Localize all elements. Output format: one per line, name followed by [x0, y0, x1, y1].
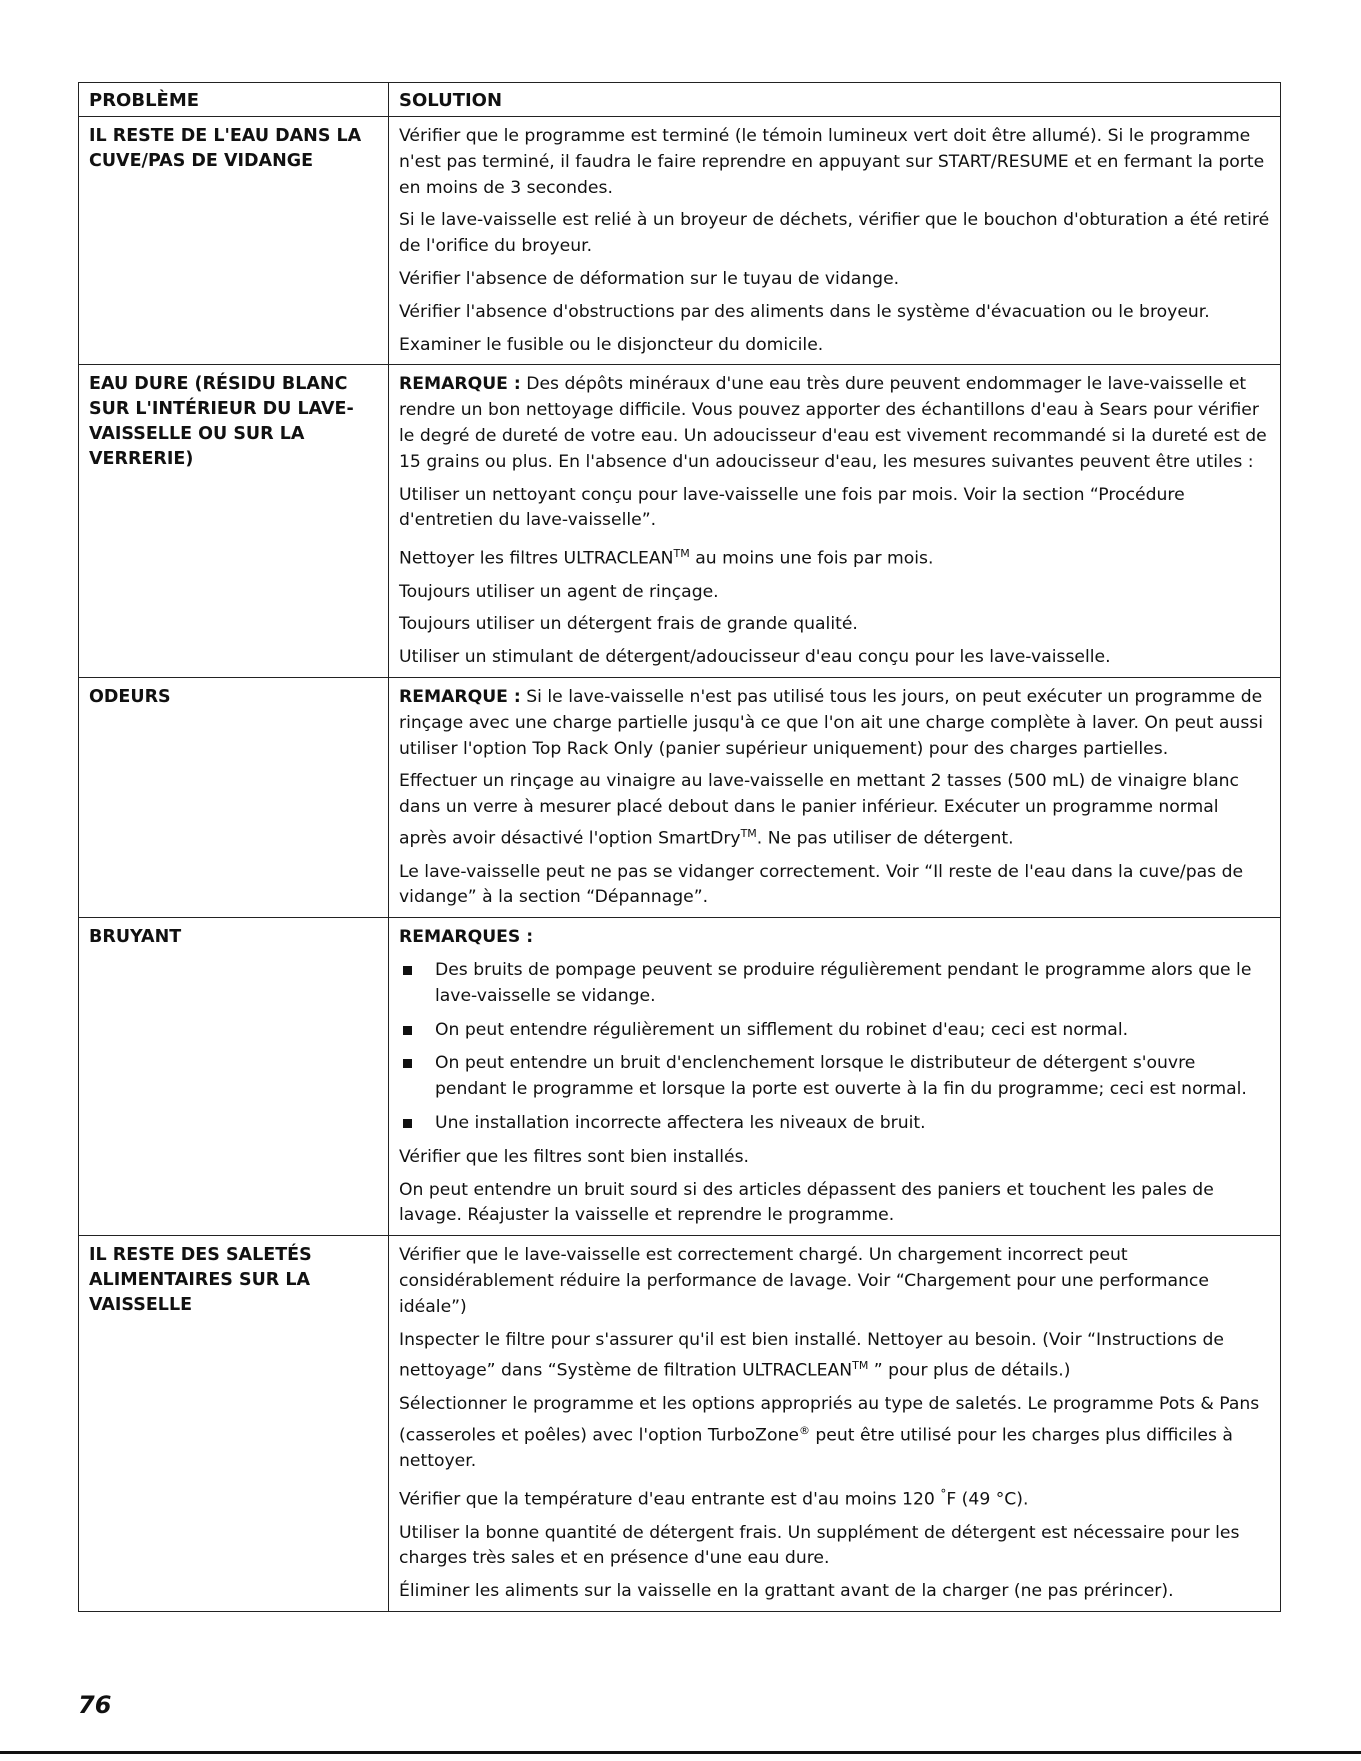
troubleshooting-table	[78, 82, 1281, 1612]
text-span: . Ne pas utiliser de détergent.	[756, 828, 1014, 849]
list-item	[399, 1051, 1270, 1103]
table-row	[79, 1236, 1281, 1612]
header-solution: SOLUTION	[389, 83, 1281, 117]
solution-paragraph: Vérifier que les filtres sont bien installés.	[399, 1146, 750, 1167]
text-span: Sélectionner le programme et les options appropriés au type de saletés. Le programme Pots & Pans (casseroles et poêles) avec l'option TurboZone	[399, 1393, 1260, 1446]
remark-paragraph	[399, 372, 1270, 475]
list-item	[399, 958, 1270, 1010]
bullet-square-icon	[403, 1026, 412, 1035]
solution-cell	[389, 678, 1281, 918]
trademark-mark: TM	[740, 827, 757, 841]
table-row	[79, 365, 1281, 678]
list-item-text: Des bruits de pompage peuvent se produire régulièrement pendant le programme alors que le lave-vaisselle se vidange.	[435, 959, 1252, 1006]
solution-paragraph: Le lave-vaisselle peut ne pas se vidanger correctement. Voir “Il reste de l'eau dans la cuve/pas de vidange” à la section “Dépannage”.	[399, 861, 1244, 908]
solution-paragraph: Utiliser un nettoyant conçu pour lave-vaisselle une fois par mois. Voir la section “Procédure d'entretien du lave-vaisselle”.	[399, 484, 1185, 531]
solution-paragraph: Vérifier que le lave-vaisselle est correctement chargé. Un chargement incorrect peut considérablement réduire la performance de lavage. Voir “Chargement pour une performance idéale”)	[399, 1245, 1209, 1317]
solution-paragraph	[399, 769, 1270, 852]
trademark-mark: TM	[673, 547, 690, 561]
bullet-square-icon	[403, 966, 412, 975]
table-row	[79, 678, 1281, 918]
remarks-list	[399, 958, 1270, 1137]
table-row	[79, 117, 1281, 365]
text-span: F (49 °C).	[946, 1489, 1029, 1510]
problem-cell: IL RESTE DE L'EAU DANS LA CUVE/PAS DE VIDANGE	[79, 117, 389, 365]
solution-cell	[389, 1236, 1281, 1612]
problem-cell: ODEURS	[79, 678, 389, 918]
solution-paragraph	[399, 1392, 1270, 1475]
solution-paragraph: On peut entendre un bruit sourd si des articles dépassent des paniers et touchent les pales de lavage. Réajuster la vaisselle et reprendre le programme.	[399, 1179, 1214, 1226]
solution-paragraph: Vérifier l'absence d'obstructions par des aliments dans le système d'évacuation ou le broyeur.	[399, 301, 1210, 322]
text-span: peut être utilisé pour les charges plus difficiles à nettoyer.	[399, 1425, 1233, 1472]
remark-label: REMARQUE :	[399, 687, 521, 708]
text-span: au moins une fois par mois.	[689, 548, 934, 569]
list-item	[399, 1018, 1270, 1044]
solution-paragraph: Éliminer les aliments sur la vaisselle en la grattant avant de la charger (ne pas prérincer).	[399, 1581, 1174, 1602]
degree-mark: °	[940, 1487, 947, 1501]
text-span: Effectuer un rinçage au vinaigre au lave-vaisselle en mettant 2 tasses (500 mL) de vinaigre blanc dans un verre à mesurer placé debout dans le panier inférieur. Exécuter un programme normal après avoir désactivé l'option SmartDry	[399, 771, 1239, 849]
table-header-row	[79, 83, 1281, 117]
text-span: Nettoyer les filtres ULTRACLEAN	[399, 548, 674, 569]
remark-label: REMARQUE :	[399, 374, 521, 395]
bullet-square-icon	[403, 1059, 412, 1068]
text-span: Vérifier que la température d'eau entrante est d'au moins 120	[399, 1489, 941, 1510]
solution-paragraph: Examiner le fusible ou le disjoncteur du domicile.	[399, 334, 824, 355]
registered-mark: ®	[798, 1423, 810, 1437]
solution-paragraph: Vérifier que le programme est terminé (le témoin lumineux vert doit être allumé). Si le programme n'est pas terminé, il faudra le faire reprendre en appuyant sur START/RESUME et en fermant la porte en moins de 3 secondes.	[399, 126, 1265, 198]
remark-text: Des dépôts minéraux d'une eau très dure peuvent endommager le lave-vaisselle et rendre un bon nettoyage difficile. Vous pouvez apporter des échantillons d'eau à Sears pour vérifier le degré de dureté de votre eau. Un adoucisseur d'eau est vivement recommandé si la dureté est de 15 grains ou plus. En l'absence d'un adoucisseur d'eau, les mesures suivantes peuvent être utiles :	[399, 374, 1267, 472]
text-span: ” pour plus de détails.)	[868, 1361, 1071, 1382]
text-span: Inspecter le filtre pour s'assurer qu'il est bien installé. Nettoyer au besoin. (Voir “Instructions de nettoyage” dans “Système de filtration ULTRACLEAN	[399, 1329, 1224, 1382]
problem-cell: EAU DURE (RÉSIDU BLANC SUR L'INTÉRIEUR DU LAVE-VAISSELLE OU SUR LA VERRERIE)	[79, 365, 389, 678]
solution-paragraph	[399, 1482, 1270, 1514]
solution-paragraph: Toujours utiliser un agent de rinçage.	[399, 581, 719, 602]
list-item-text: On peut entendre un bruit d'enclenchement lorsque le distributeur de détergent s'ouvre pendant le programme et lorsque la porte est ouverte à la fin du programme; ceci est normal.	[435, 1053, 1247, 1100]
problem-cell: IL RESTE DES SALETÉS ALIMENTAIRES SUR LA VAISSELLE	[79, 1236, 389, 1612]
solution-paragraph: Utiliser un stimulant de détergent/adoucisseur d'eau conçu pour les lave-vaisselle.	[399, 647, 1111, 668]
solution-paragraph: Si le lave-vaisselle est relié à un broyeur de déchets, vérifier que le bouchon d'obturation a été retiré de l'orifice du broyeur.	[399, 210, 1270, 257]
solution-paragraph: Vérifier l'absence de déformation sur le tuyau de vidange.	[399, 268, 900, 289]
header-problem: PROBLÈME	[79, 83, 389, 117]
remarks-label: REMARQUES :	[399, 927, 534, 948]
list-item	[399, 1111, 1270, 1137]
trademark-mark: TM	[852, 1359, 869, 1373]
table-row	[79, 918, 1281, 1236]
remark-paragraph	[399, 685, 1270, 762]
solution-paragraph: Toujours utiliser un détergent frais de grande qualité.	[399, 614, 858, 635]
solution-cell	[389, 365, 1281, 678]
solution-cell	[389, 117, 1281, 365]
solution-paragraph	[399, 541, 1270, 573]
remark-text: Si le lave-vaisselle n'est pas utilisé tous les jours, on peut exécuter un programme de rinçage avec une charge partielle jusqu'à ce que l'on ait une charge complète à laver. On peut aussi utiliser l'option Top Rack Only (panier supérieur uniquement) pour des charges partielles.	[399, 687, 1264, 759]
problem-cell: BRUYANT	[79, 918, 389, 1236]
page-number: 76	[78, 1691, 112, 1719]
list-item-text: Une installation incorrecte affectera les niveaux de bruit.	[435, 1112, 926, 1133]
solution-cell	[389, 918, 1281, 1236]
solution-paragraph	[399, 1328, 1270, 1385]
solution-paragraph: Utiliser la bonne quantité de détergent frais. Un supplément de détergent est nécessaire pour les charges très sales et en présence d'une eau dure.	[399, 1522, 1240, 1569]
bullet-square-icon	[403, 1119, 412, 1128]
bottom-divider	[0, 1751, 1361, 1754]
list-item-text: On peut entendre régulièrement un sifflement du robinet d'eau; ceci est normal.	[435, 1019, 1129, 1040]
